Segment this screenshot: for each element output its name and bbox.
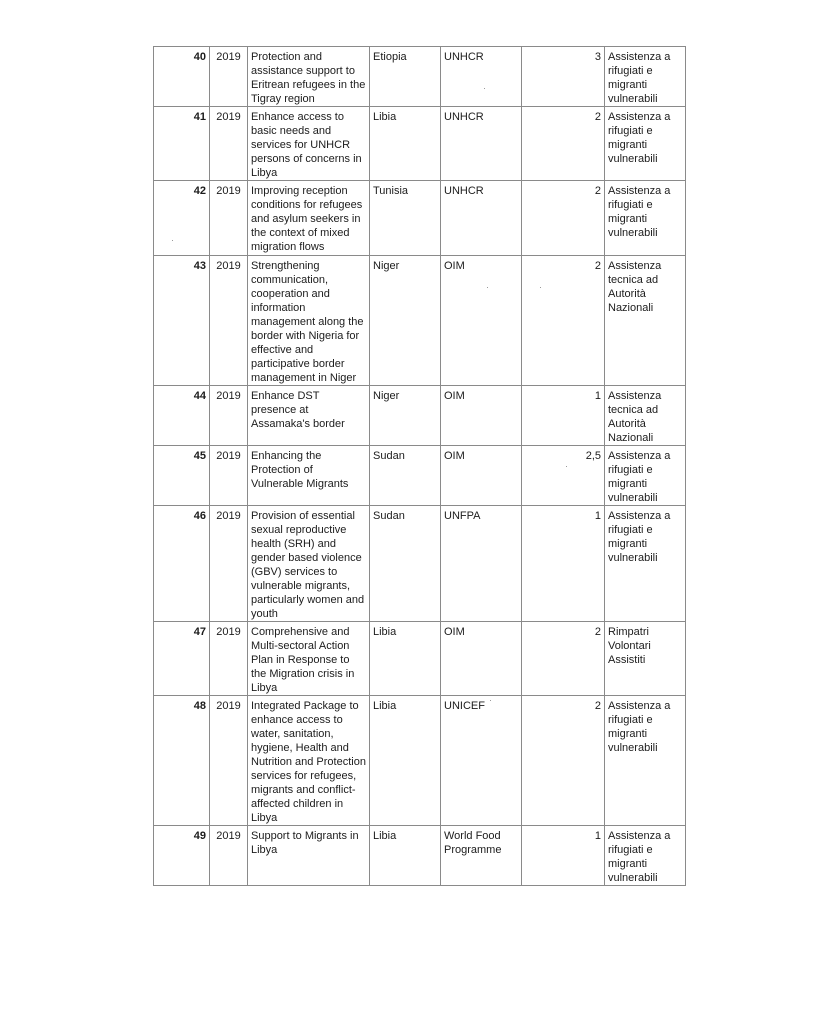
scan-speck <box>487 287 488 288</box>
row-type: Assistenza a rifugiati e migranti vulnerabili <box>605 47 686 107</box>
table-row <box>154 47 686 107</box>
row-number: 44 <box>154 386 210 446</box>
row-organization: OIM <box>441 446 522 506</box>
row-amount: 1 <box>522 386 605 446</box>
scan-speck <box>490 700 491 701</box>
table-row <box>154 446 686 506</box>
row-amount: 3 <box>522 47 605 107</box>
table-row <box>154 256 686 386</box>
row-type: Assistenza a rifugiati e migranti vulnerabili <box>605 826 686 886</box>
row-year: 2019 <box>210 826 248 886</box>
row-number: 40 <box>154 47 210 107</box>
table-row <box>154 386 686 446</box>
table-row <box>154 107 686 181</box>
row-number: 41 <box>154 107 210 181</box>
row-type: Rimpatri Volontari Assistiti <box>605 622 686 696</box>
row-country: Libia <box>370 622 441 696</box>
row-amount: 1 <box>522 506 605 622</box>
row-type: Assistenza tecnica ad Autorità Nazionali <box>605 386 686 446</box>
row-organization: OIM <box>441 622 522 696</box>
row-country: Tunisia <box>370 181 441 256</box>
row-title: Enhance access to basic needs and services for UNHCR persons of concerns in Libya <box>248 107 370 181</box>
row-title: Comprehensive and Multi-sectoral Action Plan in Response to the Migration crisis in Libya <box>248 622 370 696</box>
row-type: Assistenza a rifugiati e migranti vulnerabili <box>605 181 686 256</box>
row-organization: UNHCR <box>441 181 522 256</box>
row-country: Libia <box>370 107 441 181</box>
row-organization: OIM <box>441 256 522 386</box>
row-country: Niger <box>370 386 441 446</box>
row-title: Strengthening communication, cooperation and information management along the border with Nigeria for effective and participative border management in Niger <box>248 256 370 386</box>
row-year: 2019 <box>210 256 248 386</box>
row-amount: 2 <box>522 107 605 181</box>
table-row <box>154 506 686 622</box>
row-title: Support to Migrants in Libya <box>248 826 370 886</box>
row-title: Enhance DST presence at Assamaka's border <box>248 386 370 446</box>
row-type: Assistenza tecnica ad Autorità Nazionali <box>605 256 686 386</box>
row-number: 46 <box>154 506 210 622</box>
row-type: Assistenza a rifugiati e migranti vulnerabili <box>605 506 686 622</box>
scan-speck <box>566 466 567 467</box>
row-amount: 2 <box>522 256 605 386</box>
row-organization: OIM <box>441 386 522 446</box>
row-year: 2019 <box>210 181 248 256</box>
row-amount: 2 <box>522 696 605 826</box>
table-row <box>154 826 686 886</box>
row-number: 49 <box>154 826 210 886</box>
scan-speck <box>172 240 173 241</box>
row-year: 2019 <box>210 696 248 826</box>
row-amount: 2 <box>522 622 605 696</box>
row-number: 42 <box>154 181 210 256</box>
row-organization: UNFPA <box>441 506 522 622</box>
row-country: Libia <box>370 696 441 826</box>
row-title: Protection and assistance support to Eritrean refugees in the Tigray region <box>248 47 370 107</box>
row-amount: 2,5 <box>522 446 605 506</box>
row-type: Assistenza a rifugiati e migranti vulnerabili <box>605 446 686 506</box>
row-country: Libia <box>370 826 441 886</box>
row-year: 2019 <box>210 506 248 622</box>
row-title: Improving reception conditions for refugees and asylum seekers in the context of mixed migration flows <box>248 181 370 256</box>
scan-speck <box>540 287 541 288</box>
row-amount: 1 <box>522 826 605 886</box>
row-title: Integrated Package to enhance access to water, sanitation, hygiene, Health and Nutrition and Protection services for refugees, migrants and conflict-affected children in Libya <box>248 696 370 826</box>
table-row <box>154 696 686 826</box>
row-type: Assistenza a rifugiati e migranti vulnerabili <box>605 696 686 826</box>
scan-speck <box>484 88 485 89</box>
table-row <box>154 181 686 256</box>
row-country: Sudan <box>370 506 441 622</box>
row-title: Enhancing the Protection of Vulnerable Migrants <box>248 446 370 506</box>
row-organization: UNHCR <box>441 107 522 181</box>
row-organization: UNICEF <box>441 696 522 826</box>
row-year: 2019 <box>210 622 248 696</box>
row-country: Etiopia <box>370 47 441 107</box>
row-number: 45 <box>154 446 210 506</box>
row-country: Niger <box>370 256 441 386</box>
row-organization: UNHCR <box>441 47 522 107</box>
row-number: 43 <box>154 256 210 386</box>
row-number: 47 <box>154 622 210 696</box>
row-amount: 2 <box>522 181 605 256</box>
projects-table <box>153 46 686 886</box>
row-year: 2019 <box>210 386 248 446</box>
row-year: 2019 <box>210 107 248 181</box>
table-body <box>154 47 686 886</box>
row-title: Provision of essential sexual reproductive health (SRH) and gender based violence (GBV) services to vulnerable migrants, particularly women and youth <box>248 506 370 622</box>
table-row <box>154 622 686 696</box>
row-year: 2019 <box>210 47 248 107</box>
row-year: 2019 <box>210 446 248 506</box>
row-organization: World Food Programme <box>441 826 522 886</box>
row-type: Assistenza a rifugiati e migranti vulnerabili <box>605 107 686 181</box>
row-number: 48 <box>154 696 210 826</box>
row-country: Sudan <box>370 446 441 506</box>
